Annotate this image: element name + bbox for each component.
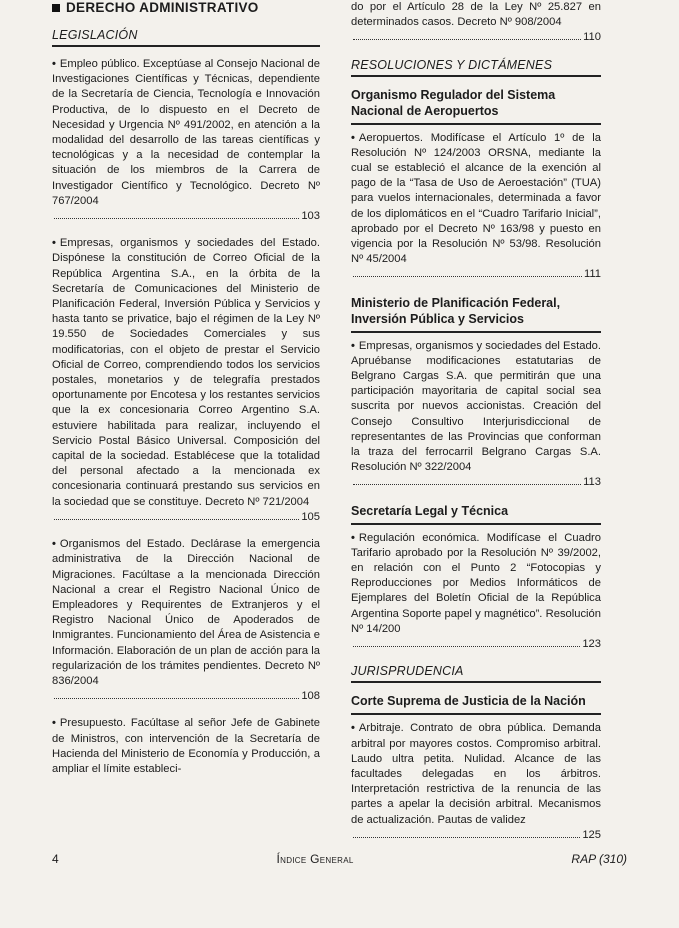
journal-issue: RAP (310) xyxy=(571,852,627,866)
index-entry: • Empresas, organismos y sociedades del Estado. Dispónese la constitución de Correo Oficial de la República Argentina S.A., en la órbita de la Secretaría de Comunicaciones del Ministerio de Planificación Federal, Inversión Pública y Servicios y hasta tanto se privatice, bajo el régimen de la Ley Nº 19.550 de Sociedades Comerciales y sus modificatorias, con el objeto de prestar el Servicio Oficial de Correo, comprendiendo todos los servicios postales, monetarios y de telegrafía prestados oportunamente por Encotesa y los restantes servicios que la ex concesionaria Correo Argentino S.A. estuviere habilitada para realizar, incluyendo el Servicio Postal Básico Universal. Composición del capital de la sociedad. Establécese que la totalidad del personal afectado a la mencionada ex concesionaria continuará prestando sus servicios en la sociedad que se constituye. Decreto Nº 721/2004 105 xyxy=(52,236,320,525)
page-reference: 111 xyxy=(351,267,601,282)
right-column xyxy=(351,0,601,855)
section-title: DERECHO ADMINISTRATIVO xyxy=(66,0,259,15)
page-footer xyxy=(52,852,627,866)
page-reference: 123 xyxy=(351,637,601,652)
org-heading: Ministerio de Planificación Federal, Inversión Pública y Servicios xyxy=(351,295,601,333)
page-reference: 125 xyxy=(351,828,601,843)
bullet-icon: • xyxy=(52,538,56,551)
subsection-jurisprudencia: JURISPRUDENCIA xyxy=(351,664,601,683)
org-heading: Secretaría Legal y Técnica xyxy=(351,503,601,525)
subsection-legislacion: LEGISLACIÓN xyxy=(52,28,320,47)
page-reference: 108 xyxy=(52,689,320,704)
page-number: 4 xyxy=(52,852,59,866)
section-heading xyxy=(52,0,320,16)
page-reference: 103 xyxy=(52,209,320,224)
index-entry: • Empleo público. Exceptúase al Consejo Nacional de Investigaciones Científicas y Técnicas, dependiente de la Secretaría de Ciencia, Tecnología e Innovación Productiva, de lo dispuesto en el Decreto de Necesidad y Urgencia Nº 491/2002, en atención a la modalidad del desarrollo de las tareas científicas y tecnológicas y a la necesidad de contemplar la situación de los miembros de la Carrera de Investigador Científico y Tecnológico. Decreto Nº 767/2004 103 xyxy=(52,57,320,224)
index-entry: • Presupuesto. Facúltase al señor Jefe de Gabinete de Ministros, con intervención de la Secretaría de Hacienda del Ministerio de Economía y Producción, a ampliar el límite estableci- xyxy=(52,717,320,775)
square-bullet-icon xyxy=(52,4,60,12)
bullet-icon: • xyxy=(351,131,355,144)
page-reference: 105 xyxy=(52,510,320,525)
court-heading: Corte Suprema de Justicia de la Nación xyxy=(351,693,601,715)
org-heading: Organismo Regulador del Sistema Nacional de Aeropuertos xyxy=(351,87,601,125)
bullet-icon: • xyxy=(351,722,355,735)
bullet-icon: • xyxy=(52,717,56,730)
continued-entry: do por el Artículo 28 de la Ley Nº 25.827 en determinados casos. Decreto Nº 908/2004 110 xyxy=(351,0,601,46)
bullet-icon: • xyxy=(52,237,56,250)
index-entry: • Regulación económica. Modifícase el Cuadro Tarifario aprobado por la Resolución Nº 39/2002, en relación con el Punto 2 “Fotocopias y Reproducciones por Medios Informáticos de Ejemplares del Boletín Oficial de la República Argentina Soporte papel y magnético”. Resolución Nº 14/200 123 xyxy=(351,531,601,653)
bullet-icon: • xyxy=(52,58,56,70)
index-entry: • Arbitraje. Contrato de obra pública. Demanda arbitral por mayores costos. Compromiso arbitral. Laudo ultra petita. Nulidad. Alcance de las facultades delegadas en los árbitros. Interpretación restrictiva de la renuncia de las partes a apelar la decisión arbitral. Mecanismos de actualización. Pautas de validez 125 xyxy=(351,721,601,843)
bullet-icon: • xyxy=(351,339,355,352)
left-column xyxy=(52,0,320,789)
page-reference: 113 xyxy=(351,475,601,490)
bullet-icon: • xyxy=(351,531,355,544)
page-reference: 110 xyxy=(351,30,601,45)
index-entry: • Organismos del Estado. Declárase la emergencia administrativa de la Dirección Nacional de Migraciones. Facúltase a la mencionada Dirección Nacional a crear el Registro Nacional Único de Empleadores y Requirentes de Extranjeros y el Registro Nacional Único de Apoderados de Inmigrantes. Funcionamiento del Área de Asistencia e Información. Elaboración de un plan de acción para la regularización de los trámites pendientes. Decreto Nº 836/2004 108 xyxy=(52,537,320,704)
subsection-resoluciones: RESOLUCIONES Y DICTÁMENES xyxy=(351,58,601,77)
footer-title: Índice General xyxy=(276,852,354,866)
index-entry: • Aeropuertos. Modifícase el Artículo 1º de la Resolución Nº 124/2003 ORSNA, mediante la cual se estableció el alcance de la exención al pago de la “Tasa de Uso de Aeroestación” (TUA) para vuelos internacionales, determinada a favor de los diplomáticos en el “Cuadro Tarifario Inicial”, aprobado por el Decreto Nº 163/98 y puesto en vigencia por la Resolución Nº 53/98. Resolución Nº 45/2004 111 xyxy=(351,131,601,283)
index-entry: • Empresas, organismos y sociedades del Estado. Apruébanse modificaciones estatutarias de Belgrano Cargas S.A. que permitirán que una participación mayoritaria de capital social sea suscrita por nuevos accionistas. Creación del Consejo Consultivo Interjurisdiccional de representantes de las Provincias que conforman la traza del ferrocarril Belgrano Cargas S.A. Resolución Nº 322/2004 113 xyxy=(351,339,601,491)
